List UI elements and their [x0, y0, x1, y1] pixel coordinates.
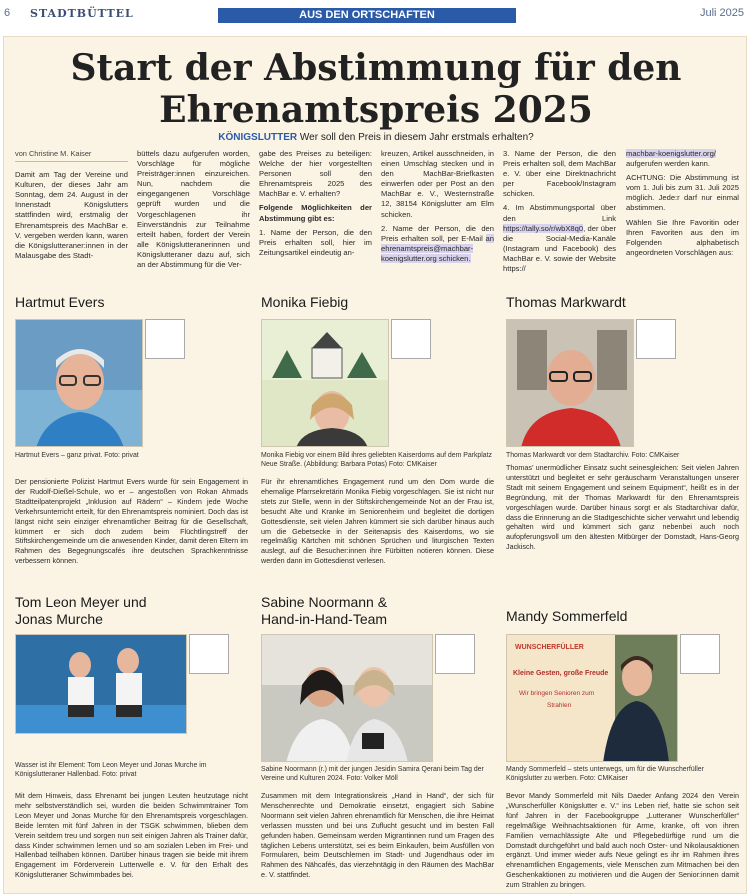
voting-option-4-text: 4. Im Abstimmungsportal über den Link — [503, 203, 616, 223]
portrait-illustration — [262, 635, 433, 762]
page-header — [0, 0, 750, 28]
intro-text-4: kreuzen, Artikel ausschneiden, in einen Umschlag stecken und in den MachBar-Briefkasten einwerfen oder per Post an den MachBar e. V., Westernstraße 12, 38154 Königslutter am Elm schicken. — [381, 149, 494, 219]
vote-checkbox-fiebig[interactable] — [391, 319, 431, 359]
intro-column-2 — [137, 149, 250, 274]
voting-options-heading: Folgende Möglichkeiten der Abstimmung gibt es: — [259, 203, 372, 223]
vote-checkbox-sommerfeld[interactable] — [680, 634, 720, 674]
intro-text-2: büttels dazu aufgerufen worden, Vorschläge für mögliche Preisträger:innen einzureichen. Nun, nachdem die eingegangenen Vorschläge geprüft wurden und die Vorgeschlagenen ihr Einverständnis zur Teilnahme erteilt haben, fordert der Verein alle Königslutteranerinnen und Königslutteraner dazu auf, sich an der Abstimmung für die Ver- — [137, 149, 250, 270]
portrait-illustration — [16, 320, 143, 447]
candidate-name — [261, 594, 387, 628]
headline-line-2: Ehrenamtspreis 2025 — [159, 89, 593, 131]
photo-caption: Thomas Markwardt vor dem Stadtarchiv. Foto: CMKaiser — [506, 452, 680, 459]
vote-checkbox-meyer-murche[interactable] — [189, 634, 229, 674]
intro-column-4 — [381, 149, 494, 268]
candidate-description: Zusammen mit dem Integrationskreis „Hand in Hand“, der sich für Menschenrechte und Demokratie einsetzt, engagiert sich Sabine Noormann seit vielen Jahren ehrenamtlich für Menschen, die ihre Heimat verlassen mussten und bei uns Zuflucht gesucht und im besten Fall gefunden haben. Gemeinsam werden Migrantinnen rund um Fragen des täglichen Lebens unterstützt, sei es beim Einkaufen, beim Ausfüllen von Formularen, beim Deutschlernen im Stadt- und Jugendhaus oder im Rahmen des Nähcafés, das vierzehntägig in den Räumen des MachBar e. V. stattfindet. — [261, 791, 494, 880]
voting-option-3: 3. Name der Person, die den Preis erhalten soll, dem MachBar e. V. über eine Direktnachricht per Facebook/Instagram schicken. — [503, 149, 616, 199]
candidate-photo-sommerfeld — [506, 634, 678, 762]
voting-option-2 — [381, 224, 494, 264]
candidate-description: Der pensionierte Polizist Hartmut Evers wurde für sein Engagement in der Rudolf-Dießel-Schule, wo er – angestoßen von Rokan Ahmads Stadtteilpatenprojekt „Inklusion auf Rädern“ – Kindern jede Woche Verkehrsunterricht erteilt, für den Ehrenamtspreis nominiert. Doch das ist längst nicht sein einziger ehrenamtlicher Beitrag für die Gesellschaft, kümmert er sich doch zudem beim Flüchtlingstreff der Stiftskirchengemeinde um die anwesenden Kinder, damit deren Eltern im Rahmen des Begegnungscafés ihre deutschen Sprachkenntnisse verbessern können. — [15, 477, 248, 566]
banner-line-1: Kleine Gesten, große Freude — [513, 670, 609, 677]
portrait-illustration — [507, 320, 634, 447]
article — [3, 36, 747, 894]
website-text — [626, 149, 739, 169]
candidate-name — [15, 594, 147, 628]
intro-text-3: gabe des Preises zu beteiligen: Welche der hier vorgestellten Personen soll den Ehrenamtspreis 2025 des MachBar e. V. erhalten? — [259, 149, 372, 199]
candidate-description: Mit dem Hinweis, dass Ehrenamt bei jungen Leuten heutzutage nicht mehr selbstverständlich sei, wurden die beiden Schwimmtrainer Tom Leon Meyer und Jonas Murche für den Ehrenamtspreis vorgeschlagen. Beide lernten mit fünf Jahren in der TSGK schwimmen, blieben dem Verein seitdem treu und sorgen nun seit einigen Jahren als Trainer dafür, dass Kinder schwimmen lernen und so am sozialen Leben im Frei- und Hallenbad teilhaben können. Darüber hinaus tragen sie beide mit ihrem Engagement im Förderverein Lutterwelle e. V. für den Erhalt des Königslutteraner Schwimmbades bei. — [15, 791, 248, 880]
photo-caption: Wasser ist ihr Element: Tom Leon Meyer und Jonas Murche im Königslutteraner Hallenbad. Foto: privat — [15, 762, 207, 779]
voting-option-4-rest: , der über die Social-Media-Kanäle (Instagram und Facebook) des MachBar e. V. sowie der Website https:// — [503, 223, 616, 274]
candidate-description: Bevor Mandy Sommerfeld mit Nils Daeder Anfang 2024 den Verein „Wunscherfüller Königslutter e. V.“ ins Leben rief, hatte sie schon seit fünf Jahren in der Facebookgruppe „Lutteraner Wunscherfüller“ regelmäßige Weihnachtsaktionen für Arme, kranke, oft von ihren Familien vernachlässigte Alte und Pflegebedürftige rund um die Domstadt durchgeführt und bald auch noch Oster- und Nikolausaktionen ergänzt. Und immer wieder aufs Neue gelingt es ihr im Rahmen ihres ehrenamtlichen Engagements, viele Menschen zum Mitmachen bei den Geschenkaktionen zu motivieren und die Augen der Senior:innen damit zum Strahlen zu bringen. — [506, 791, 739, 890]
tally-link[interactable]: https://tally.so/r/wbX8q0 — [503, 223, 584, 233]
photo-caption: Sabine Noormann (r.) mit der jungen Jesidin Samira Qerani beim Tag der Vereine und Kulturen 2024. Foto: Volker Möll — [261, 766, 484, 783]
voting-option-4 — [503, 203, 616, 274]
byline: von Christine M. Kaiser — [15, 149, 128, 162]
voting-option-2-text: 2. Name der Person, die den Preis erhalten soll, per E-Mail — [381, 223, 494, 243]
candidate-name-line-1: Sabine Noormann & — [261, 594, 388, 610]
choose-instruction: Wählen Sie Ihre Favoritin oder Ihren Favoriten aus den im Folgenden alphabetisch angeordneten Vorschlägen aus: — [626, 217, 739, 257]
candidate-name-line-2: Jonas Murche — [15, 611, 103, 627]
photo-caption: Monika Fiebig vor einem Bild ihres geliebten Kaiserdoms auf dem Parkplatz Neue Straße. (Abbildung: Barbara Potas) Foto: CMKaiser — [261, 452, 492, 469]
portrait-illustration — [507, 635, 678, 762]
subtitle: Wer soll den Preis in diesem Jahr erstmals erhalten? — [299, 132, 534, 143]
candidate-photo-markwardt — [506, 319, 634, 447]
candidate-name: Thomas Markwardt — [506, 294, 626, 310]
intro-column-3 — [259, 149, 372, 262]
candidate-name-line-1: Tom Leon Meyer und — [15, 594, 147, 610]
candidate-name: Mandy Sommerfeld — [506, 608, 628, 624]
candidate-name: Monika Fiebig — [261, 294, 349, 310]
banner-title: WUNSCHERFÜLLER — [515, 644, 584, 651]
section-banner: AUS DEN ORTSCHAFTEN — [218, 8, 516, 23]
portrait-illustration — [16, 635, 187, 734]
portrait-illustration — [262, 320, 389, 447]
intro-text-1: Damit am Tag der Vereine und Kulturen, der dieses Jahr am Sonntag, dem 24. August in der Innenstadt Königslutters stattfinden wird, erstmalig der Ehrenamtspreis des MachBar e. V. vergeben werden kann, waren die Königslutteraner:innen in der Malausgabe des Stadt- — [15, 170, 128, 260]
intro-column-6 — [626, 149, 739, 262]
photo-caption: Mandy Sommerfeld – stets unterwegs, um für die Wunscherfüller Königslutter zu werben. Foto: CMKaiser — [506, 766, 704, 783]
candidate-photo-evers — [15, 319, 143, 447]
vote-checkbox-markwardt[interactable] — [636, 319, 676, 359]
vote-checkbox-evers[interactable] — [145, 319, 185, 359]
headline-line-1: Start der Abstimmung für den — [70, 47, 682, 89]
website-link[interactable]: machbar-koenigslutter.org/ — [626, 149, 716, 158]
headline — [4, 47, 748, 131]
intro-column-5 — [503, 149, 616, 278]
candidate-photo-noormann — [261, 634, 433, 762]
vote-checkbox-noormann[interactable] — [435, 634, 475, 674]
candidate-name: Hartmut Evers — [15, 294, 105, 310]
candidate-description: Für ihr ehrenamtliches Engagement rund um den Dom wurde die ehemalige Pfarrsekretärin Monika Fiebig vorgeschlagen. Sie ist nicht nur stets zur Stelle, wenn in der Stiftskirchengemeinde Not an der Frau ist, besucht Alte und Kranke im Seniorenheim und begleitet die dortigen Gottesdienste, seit vielen Jahren kümmert sie sich darüber hinaus auch um die Gebetsecke in der Seitenapsis des Kaiserdoms, wo sie regelmäßig Kärtchen mit schönen Sprüchen und liturgischen Texten auslegt, auf die Besucher:innen ihre Fürbitten notieren können. Diese werden dann im Gottesdienst verlesen. — [261, 477, 494, 566]
page-number: 6 — [4, 7, 11, 19]
candidate-description: Thomas’ unermüdlicher Einsatz sucht seinesgleichen: Seit vielen Jahren unterstützt und begleitet er sehr geräuscharm Veranstaltungen unserer Stadt mit seinem Engagement und seinem Equipment“, heißt es in der Begründung, mit der Thomas Markwardt für den Ehrenamtspreis vorgeschlagen wurde. Darüber hinaus sorgt er als Stadtarchivar dafür, dass die Erinnerung an die Stadtgeschichte sicher verwahrt und lebendig gehalten wird und kümmert sich ganz nebenbei auch noch aufopferungsvoll um den ältesten Mitbürger der Domstadt, Hans-Georg Jackisch. — [506, 463, 739, 552]
subheadline — [4, 132, 748, 143]
deadline-note: ACHTUNG: Die Abstimmung ist vom 1. Juli bis zum 31. Juli 2025 möglich. Jede:r darf nur einmal abstimmen. — [626, 173, 739, 213]
newspaper-name: STADTBÜTTEL — [30, 7, 134, 20]
banner-line-2: Wir bringen Senioren zum — [519, 690, 595, 697]
location-kicker: KÖNIGSLUTTER — [218, 132, 298, 143]
email-address[interactable]: an ehrenamtspreis@machbar-koenigslutter.org schicken. — [381, 233, 494, 263]
banner-line-3: Strahlen — [547, 702, 572, 709]
candidate-photo-meyer-murche — [15, 634, 187, 734]
candidate-photo-fiebig — [261, 319, 389, 447]
photo-caption: Hartmut Evers – ganz privat. Foto: privat — [15, 452, 139, 459]
intro-column-1 — [15, 149, 128, 265]
candidate-name-line-2: Hand-in-Hand-Team — [261, 611, 388, 627]
issue-date: Juli 2025 — [699, 7, 744, 19]
website-suffix: aufgerufen werden kann. — [626, 159, 711, 169]
voting-option-1: 1. Name der Person, die den Preis erhalten soll, hier im Zeitungsartikel eindeutig an- — [259, 227, 372, 257]
